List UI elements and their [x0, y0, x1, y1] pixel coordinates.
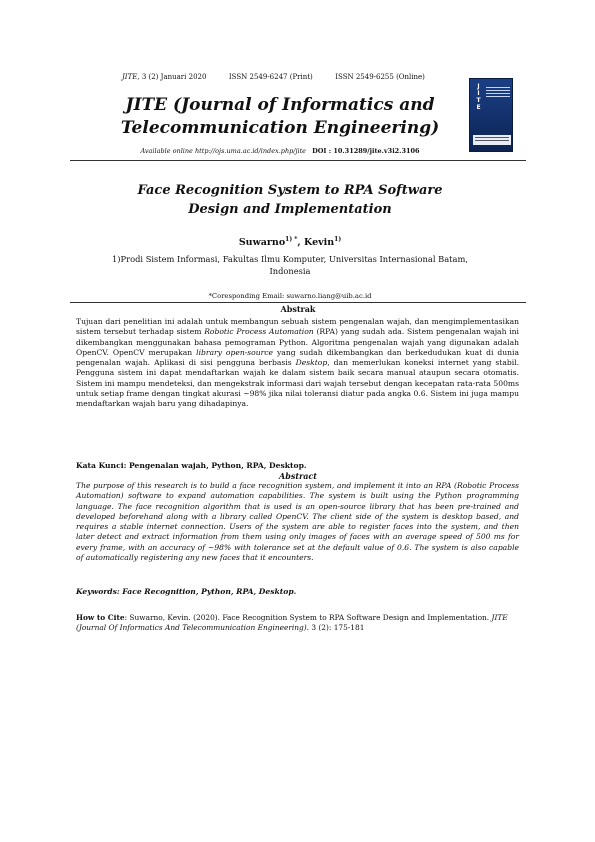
- kata-kunci: Kata Kunci: Pengenalan wajah, Python, RPA, Desktop.: [76, 461, 307, 470]
- author-list: Suwarno$^{1) *}$, Kevin$^{1)}$: [238, 235, 342, 248]
- issn-online: ISSN 2549-6255 (Online): [335, 73, 425, 81]
- abstrak-body: Tujuan dari penelitian ini adalah untuk membangun sebuah sistem pengenalan wajah, dan mengimplementasikan sistem tersebut terhadap sistem Robotic Process Automation (RPA) yang sudah ada. Sistem pengenalan wajah ini dikembangkan menggunakan bahasa pemograman Python. Algoritma pengenalan wajah yang digunakan adalah OpenCV. OpenCV merupakan library open-source yang sudah dikembangkan dan berkedudukan kuat di dunia pengenalan wajah. Aplikasi di sisi pengguna berbasis Desktop, dan memerlukan koneksi internet yang stabil. Pengguna sistem ini dapat mendaftarkan wajah ke dalam sistem baik secara manual ataupun secara otomatis. Sistem ini mampu mendeteksi, dan mengekstrak informasi dari wajah tersebut dengan kecepatan rata-rata 500ms untuk setiap frame dengan tingkat akurasi ~98% jika nilai toleransi diatur pada angka 0.6. Sistem ini juga mampu mendaftarkan wajah baru yang dihadapinya.: [76, 317, 519, 409]
- keywords: Keywords: Face Recognition, Python, RPA, Desktop.: [76, 587, 297, 596]
- journal-full-title: JITE (Journal of Informatics and Telecommunication Engineering): [120, 95, 440, 138]
- available-label: Available online: [140, 147, 193, 155]
- journal-issue-line: [122, 73, 442, 81]
- affiliation: 1)Prodi Sistem Informasi, Fakultas Ilmu Komputer, Universitas Internasional Batam, Indonesia: [112, 254, 468, 276]
- issn-print: ISSN 2549-6247 (Print): [228, 73, 313, 81]
- journal-url-link[interactable]: http://ojs.uma.ac.id/index.php/jite: [195, 147, 307, 155]
- abstract-body: The purpose of this research is to build a face recognition system, and implement it into an RPA (Robotic Process Automation) software to expand automation capabilities. The system is built using the Python programming language. The face recognition algorithm that is used is an open-source library that has been pre-trained and developed beforehand along with a library called OpenCV. The client side of the system is desktop based, and requires a stable internet connection. Users of the system are able to register faces into the system, and then later detect and extract information from them using only images of faces with an average speed of 500 ms for every frame, with an accuracy of ~98% with tolerance set at the default value of 0.6. The system is also capable of automatically registering any new faces that it encounters.: [76, 481, 519, 563]
- abstrak-heading: Abstrak: [280, 304, 316, 314]
- paper-title: Face Recognition System to RPA Software Design and Implementation: [137, 183, 443, 217]
- corresponding-email: *Coresponding Email: suwarno.liang@uib.ac.id: [208, 292, 372, 300]
- abstract-heading: Abstract: [279, 471, 317, 481]
- issue-info: 3 (2) Januari 2020: [141, 73, 207, 81]
- abstract-top-divider: [70, 302, 526, 303]
- cover-logo-text: JITE: [475, 83, 482, 111]
- how-to-cite: How to Cite: Suwarno, Kevin. (2020). Face Recognition System to RPA Software Design and Implementation. JITE (Journal Of Informatics And Telecommunication Engineering). 3 (2): 175-181: [76, 613, 508, 633]
- header-divider: [70, 160, 526, 161]
- doi-link[interactable]: DOI : 10.31289/jite.v3i2.3106: [312, 147, 420, 155]
- journal-short-name: JITE,: [122, 73, 140, 81]
- availability-line: [80, 147, 480, 155]
